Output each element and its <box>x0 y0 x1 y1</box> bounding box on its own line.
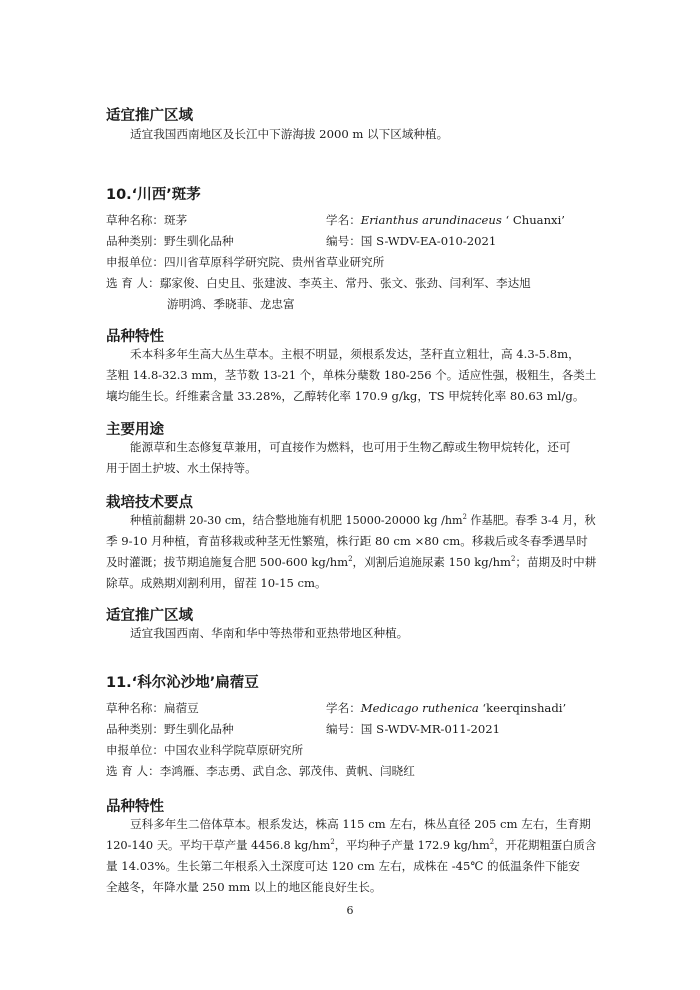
v11-traits-line2a: 120-140 天。平均干草产量 4456.8 kg/hm <box>106 838 331 852</box>
v11-traits-line2b: ，平均种子产量 172.9 kg/hm <box>334 838 490 852</box>
v11-sci-genus: Medicago ruthenica <box>360 701 479 715</box>
v10-use-line2: 用于固土护坡、水土保持等。 <box>106 461 257 475</box>
v11-category-label: 品种类别： <box>106 722 164 736</box>
v11-code-row <box>326 721 500 737</box>
v11-sci-row <box>326 700 566 716</box>
v11-code-label: 编号： <box>326 722 361 736</box>
v10-sci-cultivar: ‘ Chuanxi’ <box>501 213 565 227</box>
v10-cult-line3b: ，刈割后追施尿素 150 kg/hm <box>352 555 511 569</box>
v11-traits-heading: 品种特性 <box>106 799 164 815</box>
v11-sci-cultivar: ‘keerqinshadi’ <box>478 701 567 715</box>
variety-10-title: 10.‘川西’斑茅 <box>106 187 201 203</box>
v10-category-row <box>106 233 234 249</box>
v10-code-label: 编号： <box>326 234 361 248</box>
v10-cult-line3c: ；苗期及时中耕 <box>515 555 597 569</box>
superscript: 2 <box>330 838 335 846</box>
v10-use-heading: 主要用途 <box>106 422 164 438</box>
v11-category-row <box>106 721 234 737</box>
v10-traits-line2: 茎粗 14.8-32.3 mm，茎节数 13-21 个，单株分蘖数 180-256 个。适应性强，极粗生，各类土 <box>106 368 597 382</box>
v11-sci-label: 学名： <box>326 701 361 715</box>
v10-cult-line1a: 种植前翻耕 20-30 cm，结合整地施有机肥 15000-20000 kg /hm <box>130 513 463 527</box>
superscript: 2 <box>510 555 516 563</box>
v10-cult-line1b: 作基肥。春季 3-4 月，秋 <box>466 513 596 527</box>
v11-traits-line3: 量 14.03%。生长第二年根系入土深度可达 120 cm 左右，成株在 -45℃ 的低温条件下能安 <box>106 859 580 873</box>
v10-cult-line4: 除草。成熟期刈割利用，留茬 10-15 cm。 <box>106 576 327 590</box>
v10-applicant-value: 四川省草原科学研究院、贵州省草业研究所 <box>163 255 385 269</box>
page-number: 6 <box>346 904 354 917</box>
v10-cult-line1 <box>130 512 596 528</box>
v10-cult-line3a: 及时灌溉；拔节期追施复合肥 500-600 kg/hm <box>106 555 349 569</box>
v10-category-value: 野生驯化品种 <box>163 234 234 248</box>
v11-species-row <box>106 700 199 716</box>
v10-cultivation-heading: 栽培技术要点 <box>106 495 193 511</box>
v11-breeders-line1: 李鸿雁、李志勇、武自念、郭茂伟、黄帆、闫晓红 <box>159 764 415 778</box>
v10-species-label: 草种名称： <box>106 213 164 227</box>
v10-use-line1: 能源草和生态修复草兼用，可直接作为燃料，也可用于生物乙醇或生物甲烷转化，还可 <box>130 440 571 454</box>
v10-breeders-line1: 鄢家俊、白史且、张建波、李英主、常丹、张文、张劲、闫利军、李达旭 <box>159 276 531 290</box>
superscript: 2 <box>489 838 495 846</box>
v10-sci-label: 学名： <box>326 213 361 227</box>
v11-traits-line2c: ，开花期粗蛋白质含 <box>494 838 597 852</box>
v11-breeders-row <box>106 763 415 779</box>
v10-sci-row <box>326 212 565 228</box>
v11-breeders-label: 选 育 人： <box>106 764 160 778</box>
v10-traits-heading: 品种特性 <box>106 329 164 345</box>
v11-traits-line4: 全越冬，年降水量 250 mm 以上的地区能良好生长。 <box>106 880 382 894</box>
region-text-a: 适宜我国西南地区及长江中下游海拔 2000 m 以下区域种植。 <box>130 127 449 141</box>
v11-category-value: 野生驯化品种 <box>163 722 234 736</box>
superscript: 2 <box>462 513 467 521</box>
v10-breeders-label: 选 育 人： <box>106 276 160 290</box>
superscript: 2 <box>348 555 353 563</box>
v11-applicant-row <box>106 742 303 758</box>
v10-species-value: 斑茅 <box>163 213 188 227</box>
v11-applicant-value: 中国农业科学院草原研究所 <box>163 743 304 757</box>
v10-species-row <box>106 212 187 228</box>
v10-code-value: 国 S-WDV-EA-010-2021 <box>360 234 497 248</box>
v10-region-heading: 适宜推广区域 <box>106 608 193 624</box>
v11-species-label: 草种名称： <box>106 701 164 715</box>
v10-code-row <box>326 233 496 249</box>
v10-category-label: 品种类别： <box>106 234 164 248</box>
v11-code-value: 国 S-WDV-MR-011-2021 <box>360 722 501 736</box>
v10-region-text: 适宜我国西南、华南和华中等热带和亚热带地区种植。 <box>130 626 409 640</box>
v10-traits-line3: 壤均能生长。纤维素含量 33.28%，乙醇转化率 170.9 g/kg，TS 甲烷转化率 80.63 ml/g。 <box>106 389 585 403</box>
v10-traits-line1: 禾本科多年生高大丛生草本。主根不明显，须根系发达，茎秆直立粗壮，高 4.3-5.8m， <box>130 347 580 361</box>
v11-traits-line2 <box>106 837 596 853</box>
v10-cult-line3 <box>106 554 596 570</box>
v11-applicant-label: 申报单位： <box>106 743 164 757</box>
v10-sci-genus: Erianthus arundinaceus <box>360 213 502 227</box>
v10-applicant-label: 申报单位： <box>106 255 164 269</box>
v10-breeders-row <box>106 275 531 291</box>
v10-breeders-line2: 游明鸿、季晓菲、龙忠富 <box>167 297 295 311</box>
v11-traits-line1: 豆科多年生二倍体草本。根系发达，株高 115 cm 左右，株丛直径 205 cm 左右，生育期 <box>130 817 591 831</box>
region-heading-a: 适宜推广区域 <box>106 108 193 124</box>
v10-applicant-row <box>106 254 384 270</box>
variety-11-title: 11.‘科尔沁沙地’扁蓿豆 <box>106 675 259 691</box>
v11-species-value: 扁蓿豆 <box>163 701 199 715</box>
v10-cult-line2: 季 9-10 月种植，育苗移栽或种茎无性繁殖，株行距 80 cm ×80 cm。移栽后或冬春季遇旱时 <box>106 534 588 548</box>
